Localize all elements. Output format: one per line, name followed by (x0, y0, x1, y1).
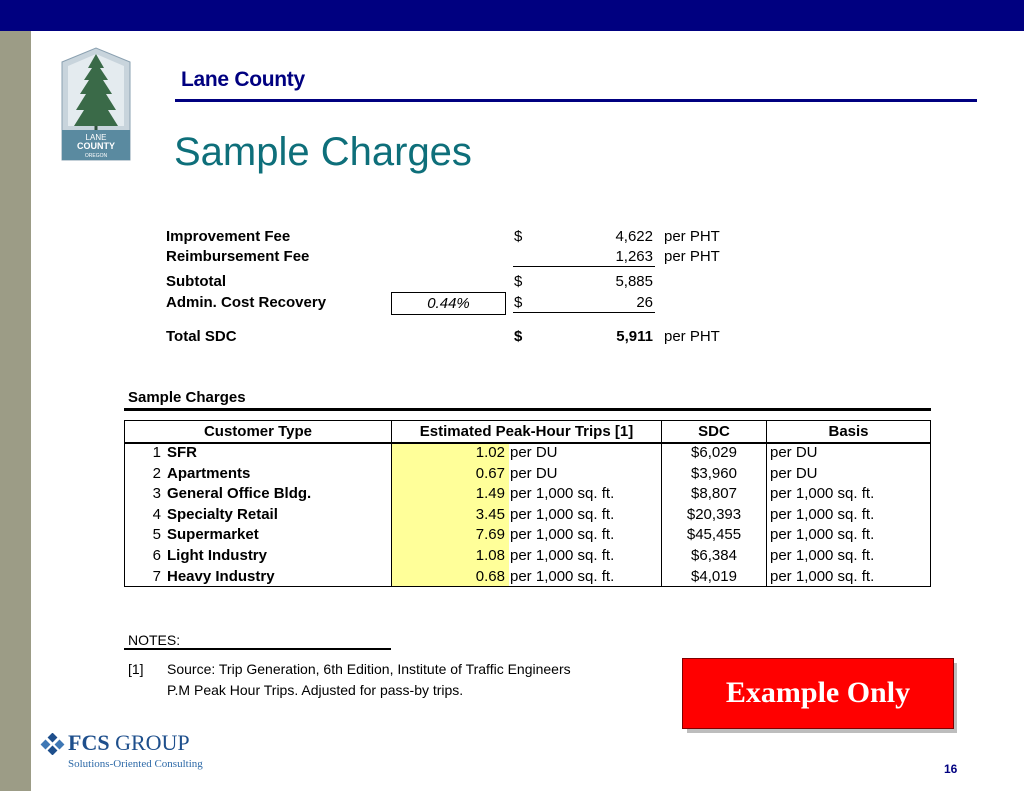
page-title: Sample Charges (174, 130, 472, 174)
total-sdc-value: 5,911 (616, 328, 653, 345)
basis-value: per DU (770, 444, 818, 461)
subtotal-rule (513, 266, 655, 267)
basis-value: per DU (770, 464, 818, 482)
improvement-fee-unit: per PHT (664, 228, 720, 245)
peak-trips-unit: per DU (510, 464, 558, 482)
peak-trips-unit: per 1,000 sq. ft. (510, 505, 615, 523)
sdc-value: $6,029 (691, 444, 737, 461)
peak-trips-unit: per 1,000 sq. ft. (510, 485, 615, 503)
peak-trips-value: 3.45 (475, 505, 505, 523)
peak-trips-value: 1.08 (475, 547, 505, 564)
row-number: 5 (152, 526, 161, 544)
basis-value: per 1,000 sq. ft. (770, 547, 875, 564)
table-title: Sample Charges (128, 389, 246, 406)
table-row (125, 505, 930, 526)
table-row (125, 525, 930, 546)
total-rule (513, 312, 655, 313)
note-marker: [1] (128, 661, 144, 677)
basis-value: per 1,000 sq. ft. (770, 505, 875, 523)
reimbursement-fee-label: Reimbursement Fee (166, 248, 310, 265)
notes-label: NOTES: (128, 632, 181, 648)
page-number: 16 (944, 762, 958, 776)
total-sdc-currency: $ (514, 328, 523, 345)
subtotal-label: Subtotal (166, 273, 226, 290)
improvement-fee-currency: $ (514, 228, 523, 245)
row-number: 2 (152, 464, 161, 482)
admin-cost-currency: $ (514, 294, 523, 311)
reimbursement-fee-unit: per PHT (664, 248, 720, 265)
note-line-2: P.M Peak Hour Trips. Adjusted for pass-by trips. (167, 682, 464, 698)
example-only-badge: Example Only (682, 658, 954, 729)
sdc-value: $20,393 (686, 505, 742, 523)
customer-type: Supermarket (167, 526, 259, 544)
customer-type: SFR (167, 444, 197, 461)
note-line-1: Source: Trip Generation, 6th Edition, Institute of Traffic Engineers (167, 661, 571, 677)
admin-rate-box: 0.44% (391, 292, 506, 315)
table-row (125, 546, 930, 567)
row-number: 4 (152, 505, 161, 523)
lane-county-logo (58, 46, 134, 162)
notes-rule (124, 648, 391, 650)
fcs-name-bold: FCS (68, 730, 110, 755)
logo-text-oregon: OREGON (84, 153, 108, 159)
logo-text-county: COUNTY (77, 141, 115, 151)
peak-trips-unit: per 1,000 sq. ft. (510, 526, 615, 544)
title-divider (175, 99, 977, 102)
improvement-fee-value: 4,622 (615, 228, 653, 245)
table-row (125, 484, 930, 505)
sample-charges-table (124, 420, 931, 587)
row-number: 6 (152, 547, 161, 564)
header-sdc: SDC (698, 423, 730, 440)
table-row (125, 464, 930, 485)
customer-type: Light Industry (167, 547, 267, 564)
table-title-rule (124, 408, 931, 411)
peak-trips-unit: per DU (510, 444, 558, 461)
sdc-value: $3,960 (691, 464, 737, 482)
logo-text-lane: LANE (85, 133, 107, 142)
table-row (125, 443, 930, 464)
total-sdc-label: Total SDC (166, 328, 237, 345)
customer-type: Specialty Retail (167, 505, 278, 523)
customer-type: Apartments (167, 464, 251, 482)
subtotal-value: 5,885 (615, 273, 653, 290)
total-sdc-unit: per PHT (664, 328, 720, 345)
fcs-group-logo (40, 730, 230, 775)
subtotal-currency: $ (514, 273, 523, 290)
row-number: 7 (152, 567, 161, 585)
fcs-diamond-icon (40, 733, 66, 755)
sdc-value: $45,455 (686, 526, 742, 544)
top-banner (0, 0, 1024, 31)
sdc-value: $6,384 (691, 547, 737, 564)
left-sidebar (0, 31, 31, 791)
peak-trips-value: 1.02 (475, 444, 505, 461)
peak-trips-value: 0.67 (475, 464, 505, 482)
peak-trips-unit: per 1,000 sq. ft. (510, 547, 615, 564)
row-number: 1 (152, 444, 161, 461)
peak-trips-unit: per 1,000 sq. ft. (510, 567, 615, 585)
customer-type: Heavy Industry (167, 567, 275, 585)
reimbursement-fee-value: 1,263 (615, 248, 653, 265)
header-customer-type: Customer Type (203, 423, 313, 440)
basis-value: per 1,000 sq. ft. (770, 567, 875, 585)
admin-cost-value: 26 (636, 294, 653, 311)
peak-trips-value: 1.49 (475, 485, 505, 503)
row-number: 3 (152, 485, 161, 503)
fcs-group-name (68, 730, 190, 756)
fcs-name-rest: GROUP (109, 730, 190, 755)
county-name: Lane County (181, 68, 305, 91)
peak-trips-value: 0.68 (475, 567, 505, 585)
table-row (125, 567, 930, 588)
sdc-value: $4,019 (691, 567, 737, 585)
sdc-value: $8,807 (691, 485, 737, 503)
customer-type: General Office Bldg. (167, 485, 312, 503)
basis-value: per 1,000 sq. ft. (770, 485, 875, 503)
header-basis: Basis (828, 423, 869, 440)
peak-trips-value: 7.69 (475, 526, 505, 544)
basis-value: per 1,000 sq. ft. (770, 526, 875, 544)
header-peak-trips: Estimated Peak-Hour Trips [1] (419, 423, 634, 440)
admin-cost-label: Admin. Cost Recovery (166, 294, 327, 311)
improvement-fee-label: Improvement Fee (166, 228, 291, 245)
fcs-tagline: Solutions-Oriented Consulting (68, 758, 203, 770)
